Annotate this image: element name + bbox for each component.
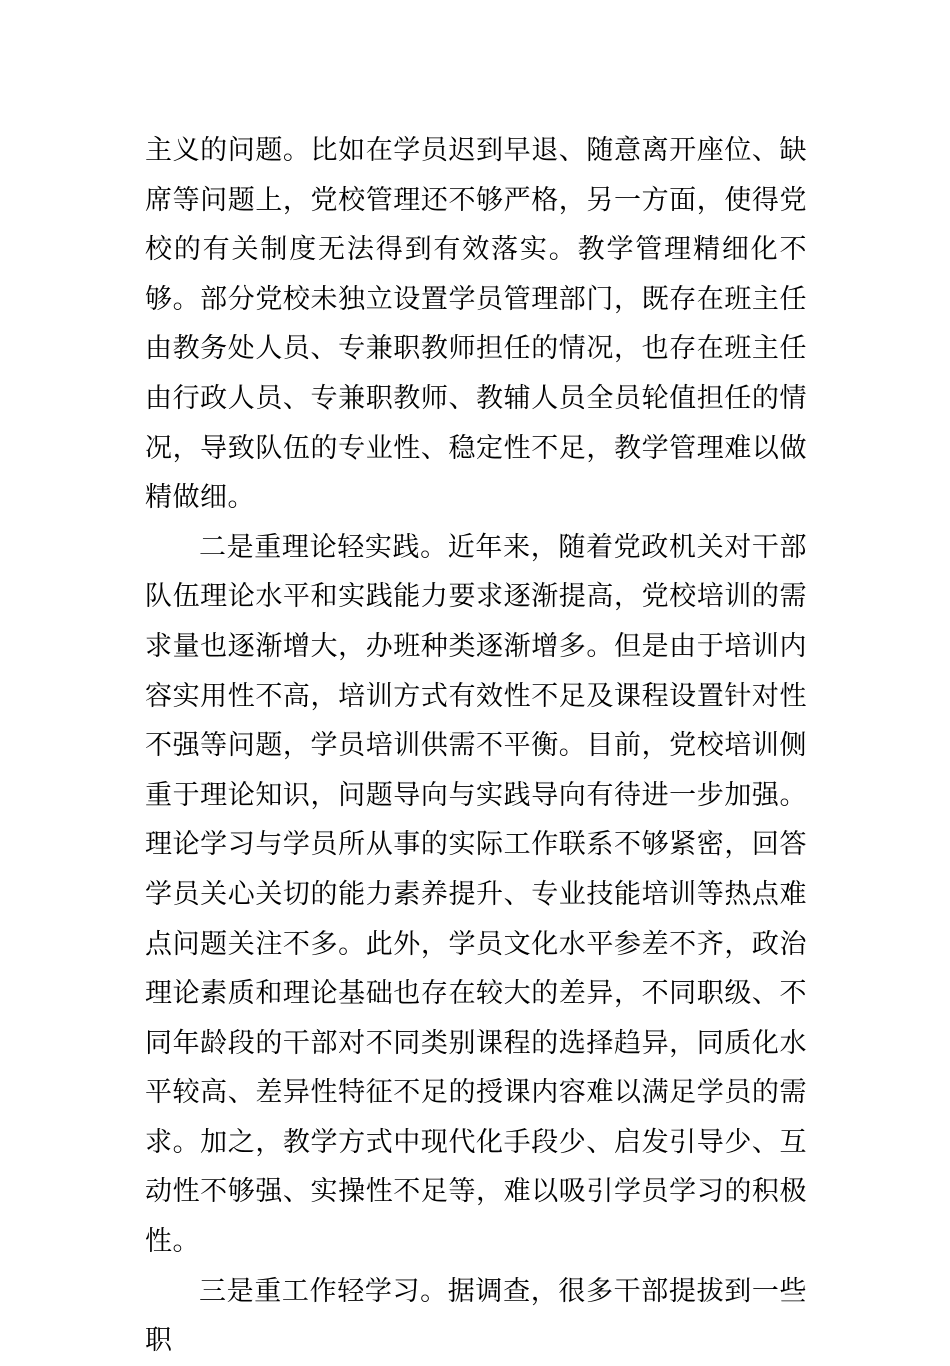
body-text xyxy=(145,126,807,1366)
paragraph-work-study: 三是重工作轻学习。据调查，很多干部提拔到一些职 xyxy=(145,1275,807,1357)
paragraph-theory-practice: 二是重理论轻实践。近年来，随着党政机关对干部队伍理论水平和实践能力要求逐渐提高，党校培训的需求量也逐渐增大，办班种类逐渐增多。但是由于培训内容实用性不高，培训方式有效性不足及课程设置针对性不强等问题，学员培训供需不平衡。目前，党校培训侧重于理论知识，问题导向与实践导向有待进一步加强。理论学习与学员所从事的实际工作联系不够紧密，回答学员关心关切的能力素养提升、专业技能培训等热点难点问题关注不多。此外，学员文化水平参差不齐，政治理论素质和理论基础也存在较大的差异，不同职级、不同年龄段的干部对不同类别课程的选择趋异，同质化水平较高、差异性特征不足的授课内容难以满足学员的需求。加之，教学方式中现代化手段少、启发引导少、互动性不够强、实操性不足等，难以吸引学员学习的积极性。 xyxy=(145,531,807,1258)
paragraph-continuation: 主义的问题。比如在学员迟到早退、随意离开座位、缺席等问题上，党校管理还不够严格，另一方面，使得党校的有关制度无法得到有效落实。教学管理精细化不够。部分党校未独立设置学员管理部门，既存在班主任由教务处人员、专兼职教师担任的情况，也存在班主任由行政人员、专兼职教师、教辅人员全员轮值担任的情况，导致队伍的专业性、稳定性不足，教学管理难以做精做细。 xyxy=(145,135,807,514)
